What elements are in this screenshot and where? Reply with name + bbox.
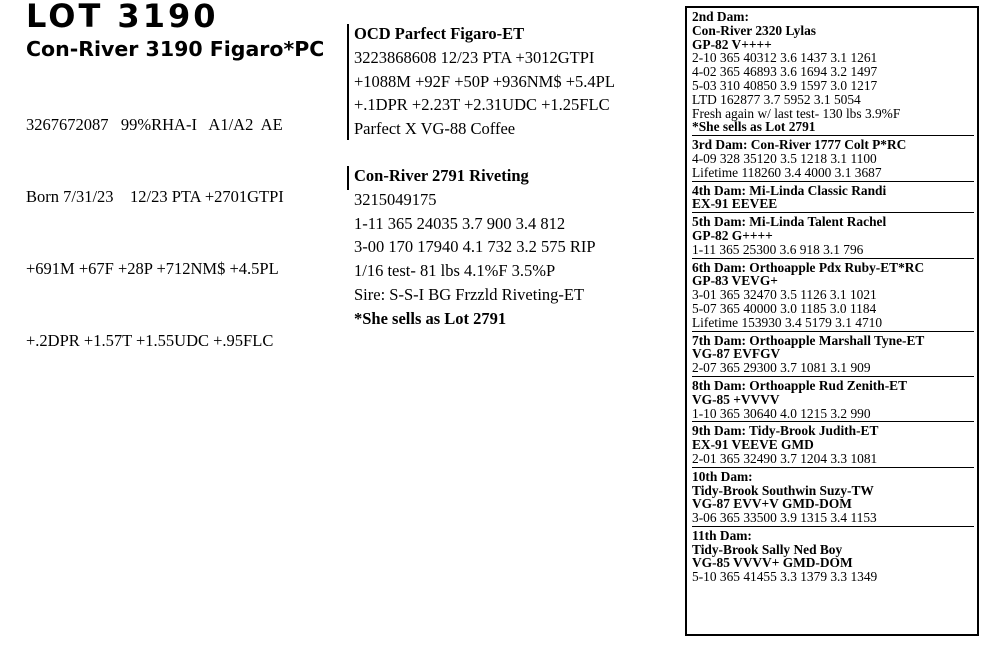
- animal-name: Con-River 3190 Figaro*PC: [26, 37, 325, 61]
- pedigree-heading: 4th Dam: Mi-Linda Classic Randi: [692, 182, 887, 198]
- pedigree-entry: [692, 332, 974, 377]
- animal-info: [26, 65, 284, 377]
- pedigree-heading: 6th Dam: Orthoapple Pdx Ruby-ET*RC: [692, 259, 925, 275]
- pedigree-record-line: LTD 162877 3.7 5952 3.1 5054: [692, 91, 861, 107]
- pedigree-record-line: 1-10 365 30640 4.0 1215 3.2 990: [692, 405, 871, 421]
- pedigree-record-line: 5-03 310 40850 3.9 1597 3.0 1217: [692, 77, 878, 93]
- pedigree-heading: 8th Dam: Orthoapple Rud Zenith-ET: [692, 377, 908, 393]
- animal-info-line: Born 7/31/23 12/23 PTA +2701GTPI: [26, 187, 284, 206]
- pedigree-entry: [692, 468, 974, 527]
- pedigree-record-line: 1-11 365 25300 3.6 918 3.1 796: [692, 241, 864, 257]
- dam-info-line: Sire: S-S-I BG Frzzld Riveting-ET: [354, 284, 585, 304]
- pedigree-classification: GP-83 VEVG+: [692, 273, 778, 289]
- pedigree-entry: [692, 422, 974, 467]
- sire-info-line: +1088M +92F +50P +936NM$ +5.4PL: [354, 71, 615, 91]
- dam-info-line: 1-11 365 24035 3.7 900 3.4 812: [354, 213, 566, 233]
- pedigree-classification: VG-85 +VVVV: [692, 391, 780, 407]
- pedigree-classification: VG-87 EVV+V GMD-DOM: [692, 496, 852, 512]
- pedigree-classification: Tidy-Brook Southwin Suzy-TW: [692, 482, 874, 498]
- pedigree-record-line: Lifetime 153930 3.4 5179 3.1 4710: [692, 314, 883, 330]
- pedigree-entry: [692, 182, 974, 214]
- sire-divider: [347, 24, 349, 140]
- pedigree-record-line: 5-07 365 40000 3.0 1185 3.0 1184: [692, 300, 877, 316]
- sire-info-line: 3223868608 12/23 PTA +3012GTPI: [354, 47, 595, 67]
- pedigree-record-line: 4-02 365 46893 3.6 1694 3.2 1497: [692, 64, 878, 80]
- pedigree-record-line: 3-01 365 32470 3.5 1126 3.1 1021: [692, 287, 877, 303]
- pedigree-record-line: 3-06 365 33500 3.9 1315 3.4 1153: [692, 510, 877, 526]
- pedigree-classification: Con-River 2320 Lylas: [692, 22, 816, 38]
- pedigree-record-line: 2-01 365 32490 3.7 1204 3.3 1081: [692, 450, 878, 466]
- pedigree-heading: 9th Dam: Tidy-Brook Judith-ET: [692, 423, 879, 439]
- dam-info-line: 3-00 170 17940 4.1 732 3.2 575 RIP: [354, 237, 596, 257]
- sire-info-line: +.1DPR +2.23T +2.31UDC +1.25FLC: [354, 95, 610, 115]
- pedigree-record-line: 5-10 365 41455 3.3 1379 3.3 1349: [692, 569, 878, 585]
- pedigree-record-line: 4-09 328 35120 3.5 1218 3.1 1100: [692, 150, 877, 166]
- lot-title: LOT 3190: [26, 0, 219, 35]
- dam-info-line: 1/16 test- 81 lbs 4.1%F 3.5%P: [354, 261, 556, 281]
- pedigree-heading: 10th Dam:: [692, 468, 753, 484]
- animal-info-line: +691M +67F +28P +712NM$ +4.5PL: [26, 259, 279, 278]
- animal-info-line: 3267672087 99%RHA-I A1/A2 AE: [26, 115, 283, 134]
- pedigree-entry: [692, 213, 974, 258]
- sire-name: OCD Parfect Figaro-ET: [354, 24, 525, 43]
- dam-section: [347, 164, 677, 336]
- dam-sells-note: *She sells as Lot 2791: [354, 308, 507, 328]
- pedigree-heading: 7th Dam: Orthoapple Marshall Tyne-ET: [692, 332, 925, 348]
- pedigree-classification: EX-91 VEEVE GMD: [692, 437, 814, 453]
- pedigree-record-line: 2-10 365 40312 3.6 1437 3.1 1261: [692, 50, 878, 66]
- pedigree-entry: [692, 8, 974, 136]
- pedigree-entry: [692, 527, 974, 585]
- pedigree-box: [685, 6, 979, 636]
- pedigree-heading: 2nd Dam:: [692, 9, 749, 24]
- pedigree-entry: [692, 136, 974, 181]
- pedigree-classification: EX-91 EEVEE: [692, 196, 778, 212]
- pedigree-heading: 5th Dam: Mi-Linda Talent Rachel: [692, 214, 887, 230]
- dam-info-line: 3215049175: [354, 189, 437, 209]
- pedigree-note: *She sells as Lot 2791: [692, 119, 816, 135]
- dam-divider: [347, 166, 349, 190]
- pedigree-classification: VG-85 VVVV+ GMD-DOM: [692, 555, 853, 571]
- dam-name: Con-River 2791 Riveting: [354, 166, 529, 185]
- sire-info-line: Parfect X VG-88 Coffee: [354, 119, 516, 139]
- pedigree-classification: GP-82 V++++: [692, 36, 772, 52]
- pedigree-record-line: Fresh again w/ last test- 130 lbs 3.9%F: [692, 105, 901, 121]
- pedigree-classification: GP-82 G++++: [692, 227, 773, 243]
- animal-info-line: +.2DPR +1.57T +1.55UDC +.95FLC: [26, 331, 274, 350]
- sire-section: [347, 22, 677, 142]
- pedigree-entry: [692, 259, 974, 332]
- pedigree-record-line: 2-07 365 29300 3.7 1081 3.1 909: [692, 360, 871, 376]
- pedigree-classification: VG-87 EVFGV: [692, 346, 781, 362]
- pedigree-record-line: Lifetime 118260 3.4 4000 3.1 3687: [692, 164, 882, 180]
- pedigree-heading: 11th Dam:: [692, 527, 752, 543]
- pedigree-heading: 3rd Dam: Con-River 1777 Colt P*RC: [692, 137, 907, 153]
- pedigree-classification: Tidy-Brook Sally Ned Boy: [692, 541, 843, 557]
- pedigree-entry: [692, 377, 974, 422]
